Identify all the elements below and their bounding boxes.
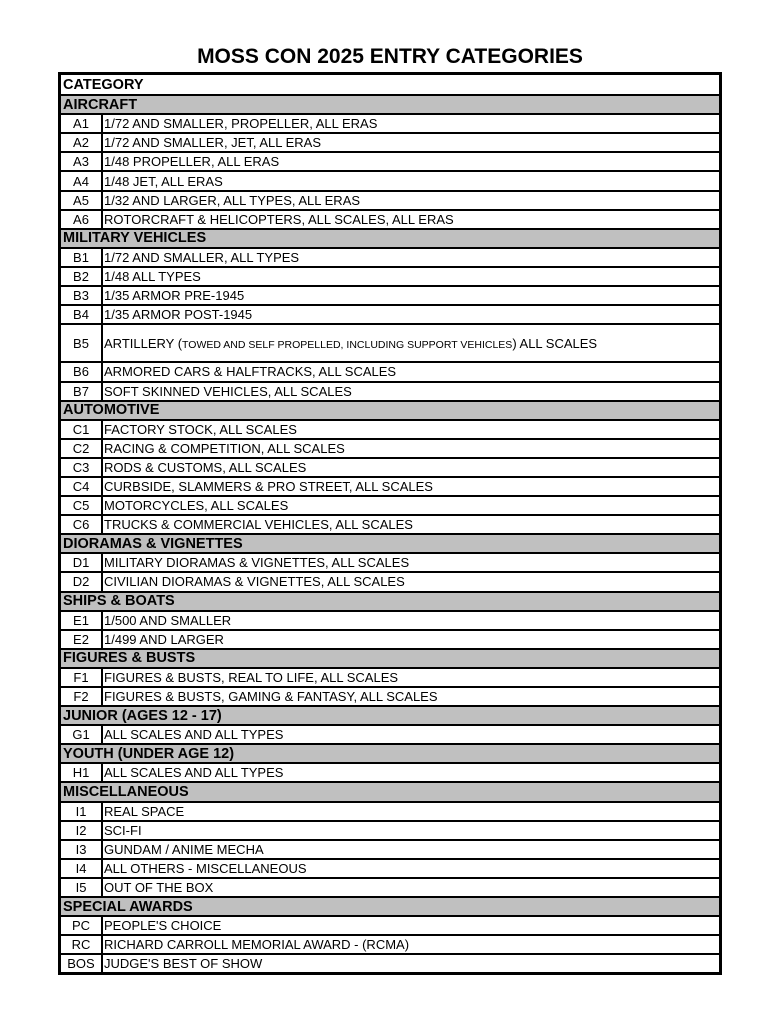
category-row-d2 [61,571,719,590]
section-dioramas-vignettes [61,533,719,552]
category-row-c5 [61,495,719,514]
category-code: G1 [61,726,103,743]
category-row-rc [61,934,719,953]
category-description: TRUCKS & COMMERCIAL VEHICLES, ALL SCALES [104,517,413,533]
category-code: B5 [61,325,103,361]
category-description: 1/500 AND SMALLER [104,612,232,628]
category-row-a2 [61,132,719,151]
category-code: C1 [61,421,103,438]
section-figures-busts [61,648,719,667]
category-row-a1 [61,113,719,132]
section-aircraft [61,94,719,113]
category-code: F2 [61,688,103,705]
category-code: B4 [61,306,103,323]
category-row-a5 [61,190,719,209]
section-label: MILITARY VEHICLES [63,230,207,247]
category-row-d1 [61,552,719,571]
category-row-b4 [61,304,719,323]
section-ships-boats [61,591,719,610]
section-label: FIGURES & BUSTS [63,650,196,667]
category-row-b5 [61,323,719,361]
category-row-b6 [61,361,719,380]
category-code: A5 [61,192,103,209]
category-description: SCI-FI [104,822,142,838]
category-description: FACTORY STOCK, ALL SCALES [104,421,297,437]
category-description: 1/32 AND LARGER, ALL TYPES, ALL ERAS [104,192,361,208]
category-description: PEOPLE'S CHOICE [104,918,222,934]
category-code: B3 [61,287,103,304]
category-row-a6 [61,209,719,228]
entry-categories-table [58,72,722,975]
category-code: I1 [61,803,103,820]
category-code: I3 [61,841,103,858]
category-description: ALL SCALES AND ALL TYPES [104,765,284,781]
description-note-text: TOWED AND SELF PROPELLED, INCLUDING SUPPORT VEHICLES [182,338,513,351]
category-row-f1 [61,667,719,686]
category-code: B7 [61,383,103,400]
category-description: RODS & CUSTOMS, ALL SCALES [104,459,307,475]
category-code: F1 [61,669,103,686]
category-row-i5 [61,877,719,896]
table-header-row [61,75,719,94]
category-row-i1 [61,801,719,820]
category-code: H1 [61,764,103,781]
category-row-f2 [61,686,719,705]
page-title: MOSS CON 2025 ENTRY CATEGORIES [197,45,583,68]
category-code: E1 [61,612,103,629]
category-description: FIGURES & BUSTS, GAMING & FANTASY, ALL SCALES [104,689,438,705]
category-description: ROTORCRAFT & HELICOPTERS, ALL SCALES, ALL ERAS [104,211,454,227]
category-description: ARMORED CARS & HALFTRACKS, ALL SCALES [104,364,397,380]
section-miscellaneous [61,781,719,800]
table-header-label: CATEGORY [63,76,144,93]
category-code: A1 [61,115,103,132]
category-description: RICHARD CARROLL MEMORIAL AWARD - (RCMA) [104,937,410,953]
category-code: D1 [61,554,103,571]
section-label: YOUTH (UNDER AGE 12) [63,745,235,762]
category-code: BOS [61,955,103,972]
category-code: C3 [61,459,103,476]
category-description: REAL SPACE [104,803,185,819]
category-description: MOTORCYCLES, ALL SCALES [104,498,289,514]
category-row-a3 [61,151,719,170]
category-code: B1 [61,249,103,266]
category-row-b3 [61,285,719,304]
category-row-i3 [61,839,719,858]
category-description: 1/48 ALL TYPES [104,268,201,284]
category-description: OUT OF THE BOX [104,879,214,895]
category-row-e2 [61,629,719,648]
category-code: PC [61,917,103,934]
category-description: 1/48 JET, ALL ERAS [104,173,223,189]
category-code: A6 [61,211,103,228]
category-row-c1 [61,419,719,438]
section-automotive [61,400,719,419]
category-row-pc [61,915,719,934]
category-description: 1/48 PROPELLER, ALL ERAS [104,154,280,170]
category-row-i2 [61,820,719,839]
category-description: ALL SCALES AND ALL TYPES [104,727,284,743]
category-description: 1/35 ARMOR POST-1945 [104,307,253,323]
category-description: 1/72 AND SMALLER, JET, ALL ERAS [104,135,322,151]
category-row-bos [61,953,719,972]
category-description: CURBSIDE, SLAMMERS & PRO STREET, ALL SCALES [104,479,433,495]
category-description: SOFT SKINNED VEHICLES, ALL SCALES [104,383,352,399]
category-code: C4 [61,478,103,495]
category-code: RC [61,936,103,953]
category-row-i4 [61,858,719,877]
description-main-text: ARTILLERY ( [104,335,183,351]
category-code: A2 [61,134,103,151]
category-row-c3 [61,457,719,476]
category-row-b2 [61,266,719,285]
section-youth [61,743,719,762]
category-description: JUDGE'S BEST OF SHOW [104,956,263,972]
category-row-c4 [61,476,719,495]
section-label: MISCELLANEOUS [63,784,189,801]
category-code: A4 [61,172,103,189]
category-description-line [104,336,597,351]
category-code: I4 [61,860,103,877]
section-label: SHIPS & BOATS [63,593,175,610]
category-description: 1/35 ARMOR PRE-1945 [104,288,245,304]
category-row-c6 [61,514,719,533]
category-description: FIGURES & BUSTS, REAL TO LIFE, ALL SCALES [104,669,399,685]
category-row-g1 [61,724,719,743]
category-code: A3 [61,153,103,170]
category-description: CIVILIAN DIORAMAS & VIGNETTES, ALL SCALES [104,574,405,590]
category-row-a4 [61,170,719,189]
category-code: C6 [61,516,103,533]
category-code: D2 [61,573,103,590]
category-description: RACING & COMPETITION, ALL SCALES [104,440,345,456]
category-description [103,325,719,361]
category-code: C2 [61,440,103,457]
category-code: E2 [61,631,103,648]
category-row-e1 [61,610,719,629]
section-military-vehicles [61,228,719,247]
category-code: B2 [61,268,103,285]
category-description: ALL OTHERS - MISCELLANEOUS [104,860,307,876]
category-code: C5 [61,497,103,514]
category-code: I2 [61,822,103,839]
category-description: 1/499 AND LARGER [104,631,224,647]
category-description: MILITARY DIORAMAS & VIGNETTES, ALL SCALES [104,555,410,571]
section-label: JUNIOR (AGES 12 - 17) [63,707,222,724]
category-row-b7 [61,381,719,400]
section-label: AIRCRAFT [63,96,138,113]
category-row-c2 [61,438,719,457]
section-label: AUTOMOTIVE [63,402,160,419]
category-description: GUNDAM / ANIME MECHA [104,841,264,857]
section-junior [61,705,719,724]
category-row-b1 [61,247,719,266]
category-description: 1/72 AND SMALLER, PROPELLER, ALL ERAS [104,116,378,132]
category-description: 1/72 AND SMALLER, ALL TYPES [104,249,300,265]
section-label: SPECIAL AWARDS [63,898,193,915]
category-code: I5 [61,879,103,896]
description-tail-text: ) ALL SCALES [512,335,598,351]
category-code: B6 [61,363,103,380]
section-special-awards [61,896,719,915]
category-row-h1 [61,762,719,781]
section-label: DIORAMAS & VIGNETTES [63,535,243,552]
